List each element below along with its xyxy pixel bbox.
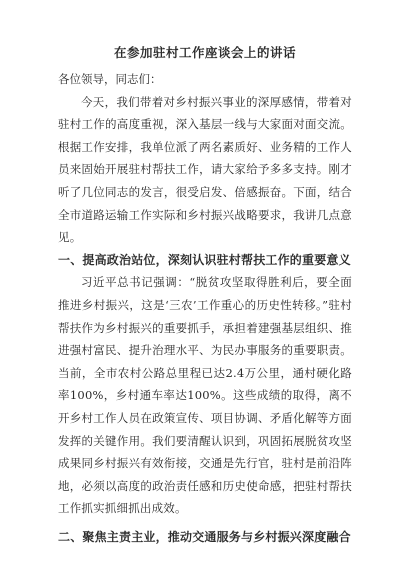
section-2-heading: 二、聚焦主责主业，推动交通服务与乡村振兴深度融合 (58, 529, 351, 544)
section-1-heading: 一、提高政治站位，深刻认识驻村帮扶工作的重要意义 (58, 252, 351, 267)
section-1-paragraph: 习近平总书记强调：“脱贫攻坚取得胜利后，要全面推进乡村振兴，这是‘三农’工作重心的历史性转移。”驻村帮扶作为乡村振兴的重要抓手，承担着建强基层组织、推进强村富民、提升治理水平、为民办事服务的重要职责。当前，全市农村公路总里程已达2.4万公里，通村硬化路率100%，乡村通车率达100%。这些成绩的取得，离不开乡村工作人员在政策宣传、项目协调、矛盾化解等方面发挥的关键作用。我们要清醒认识到，巩固拓展脱贫攻坚成果同乡村振兴有效衔接，交通是先行官，驻村是前沿阵地，必须以高度的政治责任感和历史使命感，把驻村帮扶工作抓实抓细抓出成效。 (58, 275, 352, 516)
intro-paragraph: 今天，我们带着对乡村振兴事业的深厚感情，带着对驻村工作的高度重视，深入基层一线与大家面对面交流。根据工作安排，我单位派了两名素质好、业务精的工作人员来固始开展驻村帮扶工作，请大家给予多多支持。刚才听了几位同志的发言，很受启发、倍感振奋。下面，结合全市道路运输工作实际和乡村振兴战略要求，我讲几点意见。 (58, 94, 352, 245)
salutation: 各位领导，同志们： (58, 72, 162, 86)
document-title: 在参加驻村工作座谈会上的讲话 (113, 45, 296, 60)
